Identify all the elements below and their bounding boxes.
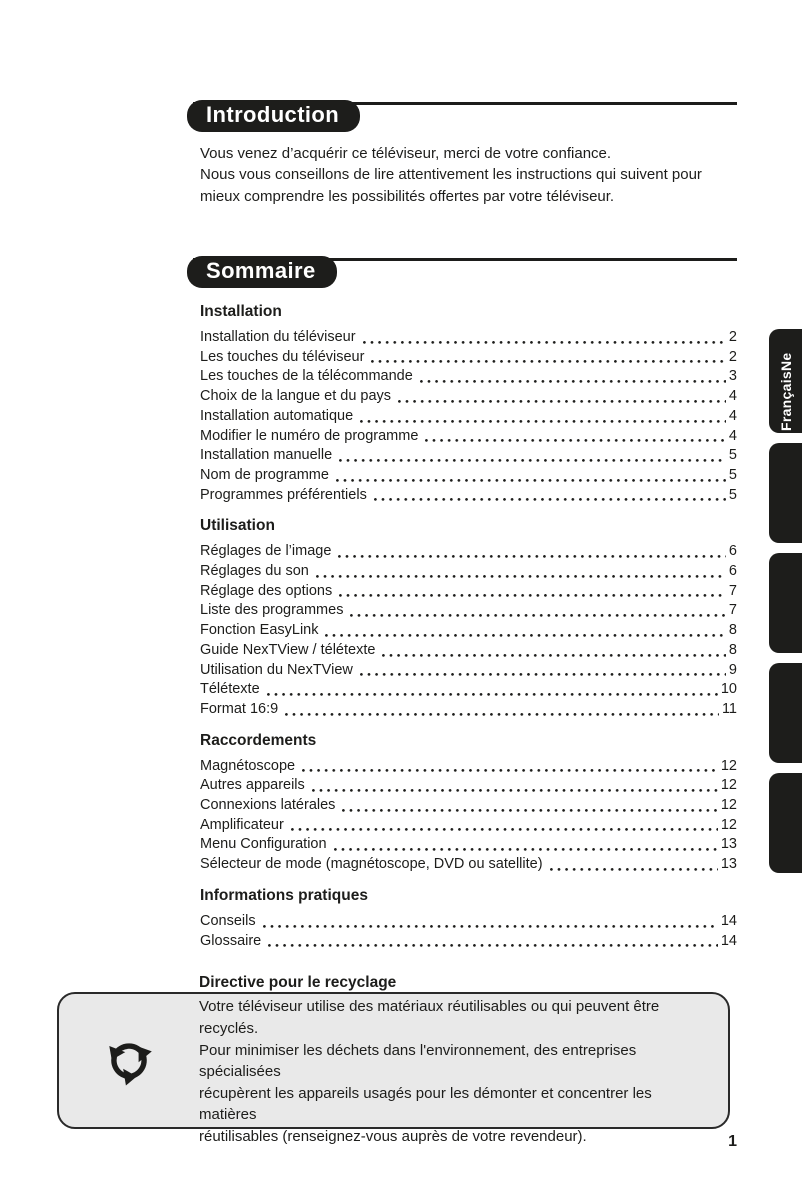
toc-dot-leader <box>382 654 725 657</box>
toc-item-label: Les touches de la télécommande <box>200 368 413 385</box>
recycle-icon <box>59 1031 199 1091</box>
toc-dot-leader <box>420 380 726 383</box>
toc-dot-leader <box>312 789 718 792</box>
toc-page-number: 3 <box>728 368 737 385</box>
sommaire-badge <box>187 256 337 288</box>
toc-group-title: Installation <box>200 303 282 320</box>
toc-page-number: 4 <box>728 388 737 405</box>
toc-dot-leader <box>350 614 725 617</box>
toc-item-label: Programmes préférentiels <box>200 486 367 503</box>
toc-item-label: Format 16:9 <box>200 700 279 717</box>
toc-row <box>200 328 737 348</box>
toc-item-label: Réglage des options <box>200 582 333 599</box>
toc-dot-leader <box>374 498 726 501</box>
toc-dot-leader <box>263 925 718 928</box>
recycling-text <box>199 996 702 1147</box>
side-tab-label: FrançaisNe <box>777 352 794 431</box>
toc-item-label: Conseils <box>200 912 256 929</box>
toc-row <box>200 757 737 777</box>
toc-page-number: 5 <box>728 486 737 503</box>
recycling-line: récupèrent les appareils usagés pour les démonter et concentrer les matières <box>199 1084 652 1124</box>
recycling-line: Votre téléviseur utilise des matériaux réutilisables ou qui peuvent être recyclés. <box>199 998 660 1038</box>
toc-dot-leader <box>360 673 726 676</box>
toc-item-label: Liste des programmes <box>200 602 344 619</box>
toc-page-number: 11 <box>721 700 737 717</box>
toc-dot-leader <box>339 594 726 597</box>
toc-item-label: Fonction EasyLink <box>200 622 319 639</box>
recycling-title: Directive pour le recyclage <box>199 974 397 992</box>
toc-page-number: 6 <box>728 543 737 560</box>
toc-row <box>200 835 737 855</box>
intro-paragraph <box>200 143 748 207</box>
sommaire-title: Sommaire <box>206 258 316 283</box>
toc-page-number: 7 <box>728 602 737 619</box>
toc-dot-leader <box>334 848 718 851</box>
toc-row <box>200 912 737 932</box>
recycling-line: Pour minimiser les déchets dans l'environnement, des entreprises spécialisées <box>199 1041 637 1081</box>
toc-row <box>200 367 737 387</box>
toc-item-label: Réglages de l’image <box>200 543 332 560</box>
toc-group <box>200 731 737 875</box>
toc-page-number: 13 <box>720 856 737 873</box>
side-tab <box>769 663 802 763</box>
toc-item-label: Télétexte <box>200 681 260 698</box>
intro-line: Nous vous conseillons de lire attentivement les instructions qui suivent pour <box>200 166 702 184</box>
toc-dot-leader <box>336 479 726 482</box>
toc-page-number: 2 <box>728 348 737 365</box>
side-tab <box>769 773 802 873</box>
toc-group <box>200 516 737 719</box>
toc-row <box>200 855 737 875</box>
toc-dot-leader <box>285 713 719 716</box>
toc-page-number: 10 <box>720 681 737 698</box>
side-tab <box>769 443 802 543</box>
toc-row <box>200 486 737 506</box>
toc-dot-leader <box>360 420 726 423</box>
toc-item-label: Nom de programme <box>200 466 329 483</box>
toc-item-label: Amplificateur <box>200 816 284 833</box>
toc-row <box>200 601 737 621</box>
toc-dot-leader <box>338 555 726 558</box>
toc-row <box>200 542 737 562</box>
toc-row <box>200 407 737 427</box>
toc-row <box>200 641 737 661</box>
toc-dot-leader <box>339 459 726 462</box>
toc-page-number: 14 <box>720 932 737 949</box>
toc-item-label: Menu Configuration <box>200 836 327 853</box>
toc-row <box>200 427 737 447</box>
toc-page-number: 7 <box>728 582 737 599</box>
toc-row <box>200 680 737 700</box>
toc-item-label: Installation manuelle <box>200 447 333 464</box>
toc-group-title: Informations pratiques <box>200 886 368 904</box>
toc-group-title: Raccordements <box>200 731 317 749</box>
toc-page-number: 6 <box>728 563 737 580</box>
toc-group <box>200 886 737 951</box>
toc-item-label: Magnétoscope <box>200 757 296 774</box>
toc-dot-leader <box>425 439 726 442</box>
toc-row <box>200 776 737 796</box>
toc-page-number: 5 <box>728 466 737 483</box>
toc-dot-leader <box>371 360 725 363</box>
toc-dot-leader <box>550 868 718 871</box>
toc-row <box>200 796 737 816</box>
toc-dot-leader <box>325 634 725 637</box>
toc-item-label: Modifier le numéro de programme <box>200 427 419 444</box>
sommaire-header <box>187 256 737 292</box>
toc-item-label: Glossaire <box>200 932 262 949</box>
side-tab-language <box>769 329 802 433</box>
recycling-directive-box <box>57 974 730 1145</box>
toc-page-number: 12 <box>720 777 737 794</box>
toc-page-number: 12 <box>720 757 737 774</box>
toc-dot-leader <box>302 769 718 772</box>
toc-item-label: Sélecteur de mode (magnétoscope, DVD ou satellite) <box>200 856 543 873</box>
toc-dot-leader <box>268 944 718 947</box>
toc-item-label: Installation automatique <box>200 407 354 424</box>
toc-row <box>200 621 737 641</box>
introduction-title: Introduction <box>206 102 340 127</box>
toc-row <box>200 661 737 681</box>
toc-page-number: 13 <box>720 836 737 853</box>
toc-dot-leader <box>291 828 718 831</box>
toc-item-label: Connexions latérales <box>200 797 336 814</box>
toc-page-number: 9 <box>728 661 737 678</box>
toc-page-number: 8 <box>728 622 737 639</box>
recycling-line: réutilisables (renseignez-vous auprès de votre revendeur). <box>199 1127 587 1145</box>
recycling-text-block <box>199 973 728 1147</box>
toc-row <box>200 816 737 836</box>
toc-dot-leader <box>342 809 717 812</box>
introduction-badge <box>187 100 360 132</box>
toc-page-number: 12 <box>720 816 737 833</box>
toc-group <box>200 302 737 505</box>
intro-line: mieux comprendre les possibilités offertes par votre téléviseur. <box>200 187 615 205</box>
toc-row <box>200 466 737 486</box>
toc-item-label: Installation du téléviseur <box>200 329 356 345</box>
toc-item-label: Autres appareils <box>200 777 305 794</box>
toc-dot-leader <box>398 400 726 403</box>
toc-dot-leader <box>267 693 718 696</box>
toc-row <box>200 446 737 466</box>
intro-line: Vous venez d’acquérir ce téléviseur, merci de votre confiance. <box>200 145 612 162</box>
toc-page-number: 4 <box>728 407 737 424</box>
toc-page-number: 14 <box>720 912 737 929</box>
toc-item-label: Guide NexTView / télétexte <box>200 641 376 658</box>
toc-page-number: 8 <box>728 641 737 658</box>
introduction-header <box>187 100 737 136</box>
toc-group-title: Utilisation <box>200 517 275 535</box>
toc-row <box>200 562 737 582</box>
toc-item-label: Utilisation du NexTView <box>200 661 353 678</box>
toc-page-number: 4 <box>728 427 737 444</box>
toc-item-label: Les touches du téléviseur <box>200 348 365 365</box>
toc-dot-leader <box>316 575 726 578</box>
toc-dot-leader <box>363 341 726 344</box>
sommaire-toc <box>200 302 737 962</box>
toc-row <box>200 582 737 602</box>
toc-page-number: 2 <box>728 329 737 345</box>
toc-item-label: Réglages du son <box>200 563 309 580</box>
toc-row <box>200 387 737 407</box>
side-tab <box>769 553 802 653</box>
toc-row <box>200 932 737 952</box>
toc-item-label: Choix de la langue et du pays <box>200 388 392 405</box>
toc-page-number: 5 <box>728 447 737 464</box>
toc-row <box>200 700 737 720</box>
page-number: 1 <box>728 1133 737 1150</box>
toc-row <box>200 348 737 368</box>
toc-page-number: 12 <box>720 797 737 814</box>
